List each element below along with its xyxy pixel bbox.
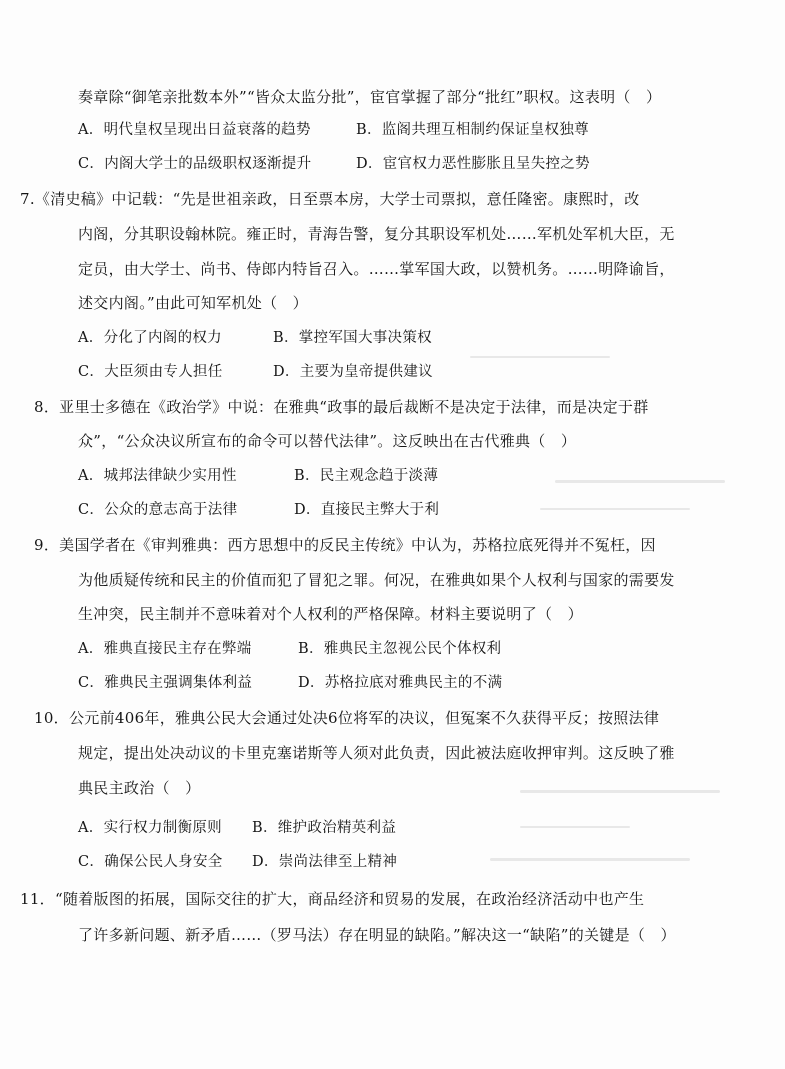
q7-line-2: 内阁，分其职设翰林院。雍正时，青海告警，复分其职设军机处……军机处军机大臣，无 — [78, 225, 675, 243]
q9-option-d: D．苏格拉底对雅典民主的不满 — [298, 675, 503, 691]
q7-line-3: 定员，由大学士、尚书、侍郎内特旨召入。……掌军国大政，以赞机务。……明降谕旨， — [78, 260, 675, 278]
q10-option-c: C．确保公民人身安全 — [78, 854, 223, 870]
q8-option-b: B．民主观念趋于淡薄 — [294, 468, 439, 484]
scan-noise — [540, 508, 690, 510]
scan-noise — [555, 480, 725, 483]
q7-option-d: D．主要为皇帝提供建议 — [273, 364, 433, 380]
q9-line-3: 生冲突，民主制并不意味着对个人权利的严格保障。材料主要说明了（ ） — [78, 605, 583, 623]
q6-stem: 奏章除“御笔亲批数本外”“皆众太监分批”，宦官掌握了部分“批红”职权。这表明（ ） — [78, 88, 662, 106]
q11-line-2: 了许多新问题、新矛盾……（罗马法）存在明显的缺陷。”解决这一“缺陷”的关键是（ ） — [78, 926, 676, 944]
q6-option-d: D．宦官权力恶性膨胀且呈失控之势 — [356, 156, 590, 172]
scan-noise — [520, 790, 720, 793]
q7-option-b: B．掌控军国大事决策权 — [273, 330, 432, 346]
q7-line-4: 述交内阁。”由此可知军机处（ ） — [78, 294, 308, 312]
q9-option-c: C．雅典民主强调集体利益 — [78, 675, 253, 691]
q10-line-3: 典民主政治（ ） — [78, 779, 201, 797]
q6-option-c: C．内阁大学士的品级职权逐渐提升 — [78, 156, 312, 172]
q7-option-a: A．分化了内阁的权力 — [78, 330, 222, 346]
q8-line-1: 8．亚里士多德在《政治学》中说：在雅典“政事的最后裁断不是决定于法律，而是决定于群 — [34, 398, 649, 416]
q11-line-1: 11．“随着版图的拓展，国际交往的扩大，商品经济和贸易的发展，在政治经济活动中也产生 — [20, 890, 645, 908]
q10-option-b: B．维护政治精英利益 — [252, 820, 397, 836]
q10-option-a: A．实行权力制衡原则 — [78, 820, 222, 836]
q10-option-d: D．崇尚法律至上精神 — [252, 854, 398, 870]
q10-line-2: 规定，提出处决动议的卡里克塞诺斯等人须对此负责，因此被法庭收押审判。这反映了雅 — [78, 744, 675, 762]
q8-option-a: A．城邦法律缺少实用性 — [78, 468, 237, 484]
q10-line-1: 10．公元前406年，雅典公民大会通过处决6位将军的决议，但冤案不久获得平反；按照法律 — [34, 709, 660, 727]
q6-option-b: B．监阁共理互相制约保证皇权独尊 — [356, 122, 589, 138]
q9-option-a: A．雅典直接民主存在弊端 — [78, 641, 252, 657]
q7-line-1: 7.《清史稿》中记载：“先是世祖亲政，日至票本房，大学士司票拟，意任隆密。康熙时，改 — [20, 190, 640, 208]
q8-option-d: D．直接民主弊大于利 — [294, 502, 440, 518]
q9-line-2: 为他质疑传统和民主的价值而犯了冒犯之罪。何况，在雅典如果个人权利与国家的需要发 — [78, 571, 675, 589]
q8-option-c: C．公众的意志高于法律 — [78, 502, 238, 518]
scan-noise — [490, 858, 690, 861]
q8-line-2: 众”，“公众决议所宣布的命令可以替代法律”。这反映出在古代雅典（ ） — [78, 432, 577, 450]
scan-noise — [470, 356, 610, 358]
q6-option-a: A．明代皇权呈现出日益衰落的趋势 — [78, 122, 311, 138]
q9-line-1: 9．美国学者在《审判雅典：西方思想中的反民主传统》中认为，苏格拉底死得并不冤枉，因 — [34, 536, 656, 554]
q9-option-b: B．雅典民主忽视公民个体权利 — [298, 641, 502, 657]
scan-noise — [520, 826, 630, 828]
q7-option-c: C．大臣须由专人担任 — [78, 364, 223, 380]
